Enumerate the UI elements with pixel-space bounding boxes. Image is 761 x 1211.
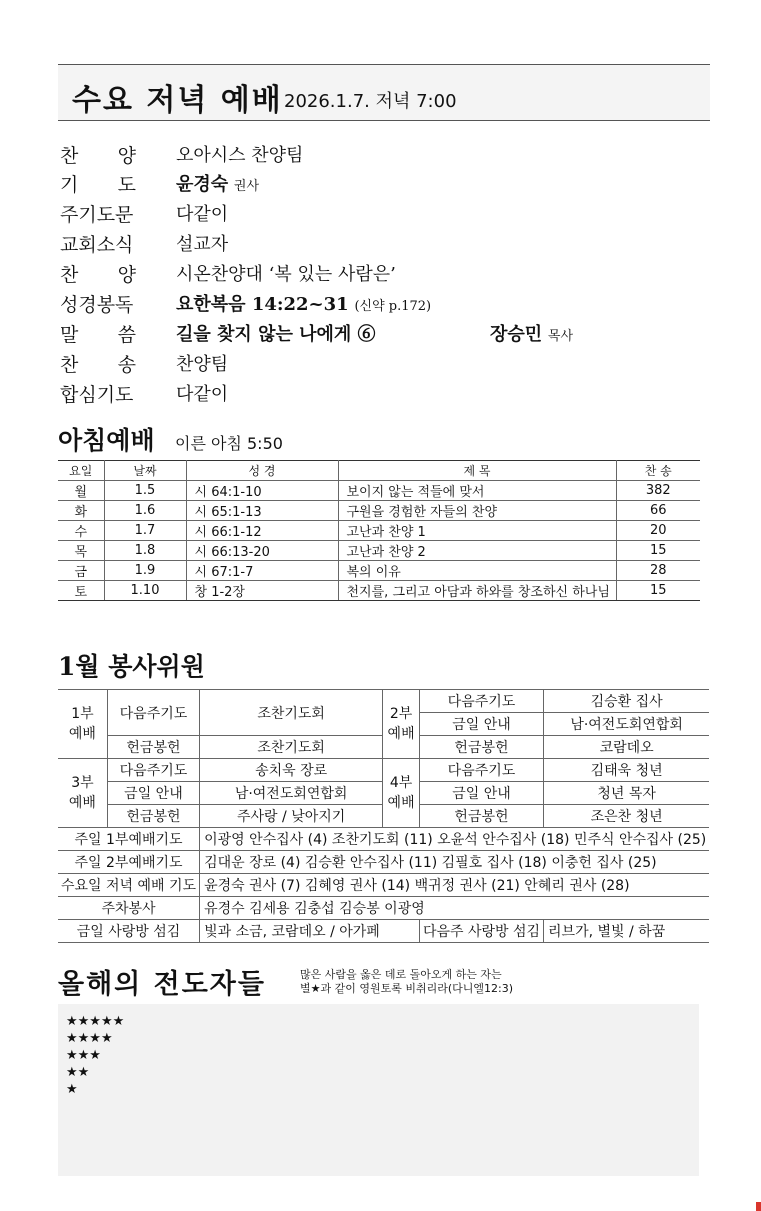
cell: 목 — [58, 541, 104, 561]
col-day: 요일 — [58, 461, 104, 481]
cell: 수 — [58, 521, 104, 541]
cell: 송치욱 장로 — [200, 759, 383, 782]
table-row — [58, 851, 709, 874]
prayer-name: 윤경숙 — [176, 174, 229, 195]
preacher — [490, 320, 573, 346]
order-value: 설교자 — [176, 234, 229, 255]
order-label: 성경봉독 — [60, 294, 134, 316]
cell: 월 — [58, 481, 104, 501]
cell: 1.7 — [104, 521, 186, 541]
order-value — [176, 170, 259, 196]
table-row — [58, 828, 709, 851]
scripture: 요한복음 14:22~31 — [176, 294, 349, 315]
table-header-row — [58, 461, 700, 481]
cell: 청년 목자 — [544, 782, 710, 805]
order-label: 합심기도 — [60, 384, 134, 406]
cell: 주차봉사 — [58, 897, 200, 920]
service-2: 2부 예배 — [383, 690, 420, 759]
order-label: 주기도문 — [60, 204, 134, 226]
order-value — [176, 290, 431, 316]
cell: 382 — [616, 481, 700, 501]
service-3: 3부 예배 — [58, 759, 107, 828]
cell: 주사랑 / 낮아지기 — [200, 805, 383, 828]
order-value: 찬양팀 — [176, 354, 229, 375]
cell: 금일 안내 — [107, 782, 199, 805]
cell: 빛과 소금, 코람데오 / 아가페 — [200, 920, 420, 943]
star-row-2: ★★ — [66, 1065, 90, 1080]
sermon-title: 길을 찾지 않는 나에게 ⑥ — [176, 324, 376, 345]
order-value: 시온찬양대 ‘복 있는 사람은’ — [176, 264, 396, 285]
star-row-5: ★★★★★ — [66, 1014, 125, 1029]
cell: 조찬기도회 — [200, 690, 383, 736]
cell: 김대운 장로 (4) 김승환 안수집사 (11) 김필호 집사 (18) 이충헌 집사 (25) — [200, 851, 710, 874]
cell: 남·여전도회연합회 — [200, 782, 383, 805]
cell: 다음주기도 — [419, 690, 543, 713]
cell: 보이지 않는 적들에 맞서 — [338, 481, 616, 501]
table-row — [58, 561, 700, 581]
cell: 28 — [616, 561, 700, 581]
cell: 시 65:1-13 — [186, 501, 338, 521]
col-scripture: 성 경 — [186, 461, 338, 481]
service-header — [58, 64, 710, 121]
preacher-role: 목사 — [547, 329, 574, 344]
cell: 이광영 안수집사 (4) 조찬기도회 (11) 오윤석 안수집사 (18) 민주식 안수집사 (25) — [200, 828, 710, 851]
morning-schedule-table — [58, 460, 700, 601]
cell: 시 66:1-12 — [186, 521, 338, 541]
order-label: 기 도 — [60, 174, 136, 196]
cell: 헌금봉헌 — [107, 736, 199, 759]
col-hymn: 찬 송 — [616, 461, 700, 481]
evangelists-quote-1: 많은 사람을 옳은 데로 돌아오게 하는 자는 — [300, 968, 502, 981]
cell: 시 67:1-7 — [186, 561, 338, 581]
evangelists-quote-2: 별★과 같이 영원토록 비취리라(다니엘12:3) — [300, 982, 514, 995]
order-label: 찬 송 — [60, 354, 136, 376]
cell: 다음주기도 — [419, 759, 543, 782]
cell: 1.9 — [104, 561, 186, 581]
cell: 김태욱 청년 — [544, 759, 710, 782]
volunteers-title: 1월 봉사위원 — [58, 652, 205, 681]
cell: 김승환 집사 — [544, 690, 710, 713]
cell: 남·여전도회연합회 — [544, 713, 710, 736]
cell: 주일 2부예배기도 — [58, 851, 200, 874]
cell: 66 — [616, 501, 700, 521]
cell: 천지를, 그리고 아담과 하와를 창조하신 하나님 — [338, 581, 616, 601]
table-row — [58, 541, 700, 561]
col-date: 날짜 — [104, 461, 186, 481]
cell: 윤경숙 권사 (7) 김혜영 권사 (14) 백귀정 권사 (21) 안혜리 권사 (28) — [200, 874, 710, 897]
morning-time: 이른 아침 5:50 — [175, 434, 283, 453]
cell: 구원을 경험한 자들의 찬양 — [338, 501, 616, 521]
star-row-4: ★★★★ — [66, 1031, 113, 1046]
order-value: 다같이 — [176, 204, 229, 225]
morning-title: 아침예배 — [58, 426, 155, 455]
cell: 15 — [616, 581, 700, 601]
cell: 다음주기도 — [107, 759, 199, 782]
order-label: 교회소식 — [60, 234, 134, 256]
cell: 1.5 — [104, 481, 186, 501]
order-value — [176, 320, 376, 346]
service-1: 1부 예배 — [58, 690, 107, 759]
star-row-3: ★★★ — [66, 1048, 101, 1063]
corner-mark — [756, 1202, 761, 1211]
cell: 토 — [58, 581, 104, 601]
table-row — [58, 581, 700, 601]
cell: 유경수 김세용 김충섭 김승봉 이광영 — [200, 897, 710, 920]
table-row — [58, 501, 700, 521]
order-label: 찬 양 — [60, 264, 136, 286]
cell: 리브가, 별빛 / 하꿈 — [544, 920, 710, 943]
service-4: 4부 예배 — [383, 759, 420, 828]
col-title: 제 목 — [338, 461, 616, 481]
cell: 화 — [58, 501, 104, 521]
table-row — [58, 481, 700, 501]
cell: 금일 안내 — [419, 713, 543, 736]
order-value: 다같이 — [176, 384, 229, 405]
preacher-name: 장승민 — [490, 324, 543, 345]
cell: 코람데오 — [544, 736, 710, 759]
prayer-role: 권사 — [233, 179, 260, 194]
cell: 시 66:13-20 — [186, 541, 338, 561]
cell: 고난과 찬양 1 — [338, 521, 616, 541]
cell: 헌금봉헌 — [419, 736, 543, 759]
cell: 수요일 저녁 예배 기도 — [58, 874, 200, 897]
service-title: 수요 저녁 예배 — [72, 83, 283, 118]
table-row — [58, 521, 700, 541]
cell: 1.10 — [104, 581, 186, 601]
cell: 조찬기도회 — [200, 736, 383, 759]
scripture-page: (신약 p.172) — [354, 299, 432, 314]
table-row — [58, 874, 709, 897]
volunteers-table — [58, 689, 709, 943]
cell: 고난과 찬양 2 — [338, 541, 616, 561]
cell: 금 — [58, 561, 104, 581]
cell: 금일 사랑방 섬김 — [58, 920, 200, 943]
table-row — [58, 759, 709, 782]
cell: 1.8 — [104, 541, 186, 561]
cell: 15 — [616, 541, 700, 561]
cell: 조은찬 청년 — [544, 805, 710, 828]
service-datetime: 2026.1.7. 저녁 7:00 — [284, 91, 457, 112]
cell: 금일 안내 — [419, 782, 543, 805]
cell: 주일 1부예배기도 — [58, 828, 200, 851]
cell: 시 64:1-10 — [186, 481, 338, 501]
table-row — [58, 897, 709, 920]
cell: 1.6 — [104, 501, 186, 521]
order-label: 찬 양 — [60, 145, 136, 167]
evangelists-title: 올해의 전도자들 — [58, 969, 266, 1000]
cell: 헌금봉헌 — [419, 805, 543, 828]
order-label: 말 씀 — [60, 324, 136, 346]
cell: 창 1-2장 — [186, 581, 338, 601]
cell: 복의 이유 — [338, 561, 616, 581]
star-row-1: ★ — [66, 1082, 78, 1097]
table-row — [58, 920, 709, 943]
table-row — [58, 690, 709, 713]
cell: 다음주기도 — [107, 690, 199, 736]
cell: 다음주 사랑방 섬김 — [419, 920, 543, 943]
order-value: 오아시스 찬양팀 — [176, 145, 304, 166]
cell: 20 — [616, 521, 700, 541]
evangelists-box — [58, 1004, 699, 1176]
cell: 헌금봉헌 — [107, 805, 199, 828]
